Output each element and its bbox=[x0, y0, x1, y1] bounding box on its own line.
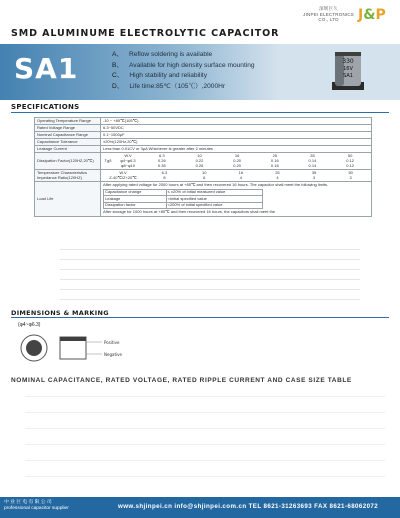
company-logo: J&P bbox=[358, 7, 386, 23]
footer-company: 中 业 巨 电 有 限 公 司 professional capacitor supplier bbox=[4, 500, 69, 511]
table-row: Capacitance Tolerance ±20%(120Hz,20℃) bbox=[35, 139, 372, 146]
dissipation-subtable: Tgδ W.V 6.3 10 16 25 35 50 φ4~φ6.3 0.26 0.22 0.20 0.16 0.14 0.12 φ8~φ10 0.35 0.26 0.20 0.16 0.14 0.12 bbox=[104, 153, 355, 168]
series-name: SA1 bbox=[14, 52, 79, 85]
feature-list bbox=[112, 50, 255, 92]
svg-text:330: 330 bbox=[342, 58, 354, 65]
table-row: Operating Temperature Range -10 ~ +85℃(105℃) bbox=[35, 118, 372, 125]
svg-text:SA1: SA1 bbox=[343, 73, 353, 79]
page-title: SMD ALUMINUME ELECTROLYTIC CAPACITOR bbox=[11, 28, 280, 39]
dimensions-heading: DIMENSIONS & MARKING bbox=[11, 309, 109, 317]
table-row: Rated Voltage Range 6.3~50VDC bbox=[35, 125, 372, 132]
capacitor-drawing bbox=[16, 328, 156, 368]
nominal-table-heading: NOMINAL CAPACITANCE, RATED VOLTAGE, RATED RIPPLE CURRENT AND CASE SIZE TABLE bbox=[11, 377, 352, 384]
shelf-life-text: After storage for 1000 hours at +85℃ and then recovered 16 hours, the capacitors shall meet the bbox=[103, 209, 276, 215]
svg-text:16V: 16V bbox=[343, 66, 353, 72]
dimension-diagram: (φ4~φ6.3) Positive Negative bbox=[16, 322, 156, 368]
table-row: Load Life After applying rated voltage for 2000 hours at +85℃ and then recovered 16 hours. The capacitor shall meet the following limits. Capacitance change ≤ ±20% of initial measured value Leakage <Initial specified value Dissipation factor <200% of initial specified value After storage for 1000 hours at +85℃ and then recovered 16 hours, the capacitors shall meet the bbox=[35, 182, 372, 217]
section-divider bbox=[11, 112, 389, 113]
capacitor-photo bbox=[328, 48, 368, 92]
company-suffix: CO., LTD bbox=[318, 17, 339, 22]
section-divider bbox=[11, 317, 389, 318]
feature-item: B、 Available for high density surface mounting bbox=[112, 61, 255, 69]
specifications-table bbox=[34, 117, 372, 217]
table-row: Nominal Capacitance Range 0.1~1500μF bbox=[35, 132, 372, 139]
company-cn: 深圳巨久 bbox=[319, 6, 338, 11]
table-row: Dissipation Factor(120HZ,20℃) Tgδ W.V 6.3 10 16 25 35 50 φ4~φ6.3 0.26 0.22 0.20 0.16 0.14 0.12 φ8~φ10 0.35 0.26 0.20 0.16 0.14 0.12 bbox=[35, 153, 372, 170]
svg-text:Positive: Positive bbox=[104, 340, 120, 345]
table-row: Leakage Current Less than 0.01CV or 3μA Whichever is greater after 2 minutes bbox=[35, 146, 372, 153]
company-name bbox=[303, 6, 354, 23]
feature-item: D、 Life time:85℃（105℃）,2000Hr bbox=[112, 82, 226, 90]
feature-item: A、 Reflow soldering is available bbox=[112, 51, 213, 58]
page-footer bbox=[0, 497, 400, 518]
feature-item: C、 High stability and reliability bbox=[112, 72, 208, 80]
faded-content bbox=[60, 240, 360, 302]
load-life-limits: Capacitance change ≤ ±20% of initial measured value Leakage <Initial specified value Dissipation factor <200% of initial specified value bbox=[103, 189, 263, 210]
specifications-heading: SPECIFICATIONS bbox=[11, 103, 80, 111]
table-row: Temperature Characteristics Impedance Ratio(120HZ) W.V 6.3 10 16 25 35 50 Z-40℃/Z+20℃ 8 6 4 4 3 3 bbox=[35, 170, 372, 182]
series-banner bbox=[0, 44, 400, 100]
temperature-subtable: W.V 6.3 10 16 25 35 50 Z-40℃/Z+20℃ 8 6 4 4 3 3 bbox=[109, 169, 353, 180]
load-life-intro: After applying rated voltage for 2000 hours at +85℃ and then recovered 16 hours. The capacitor shall meet the following limits. bbox=[103, 181, 329, 187]
svg-text:Negative: Negative bbox=[104, 352, 122, 357]
company-en: JINPEI ELECTRONICS bbox=[303, 11, 354, 17]
footer-contact: www.shjinpei.cn info@shjinpei.com.cn TEL 8621-31263693 FAX 8621-68062072 bbox=[118, 503, 379, 510]
faded-table-grid bbox=[25, 392, 385, 494]
